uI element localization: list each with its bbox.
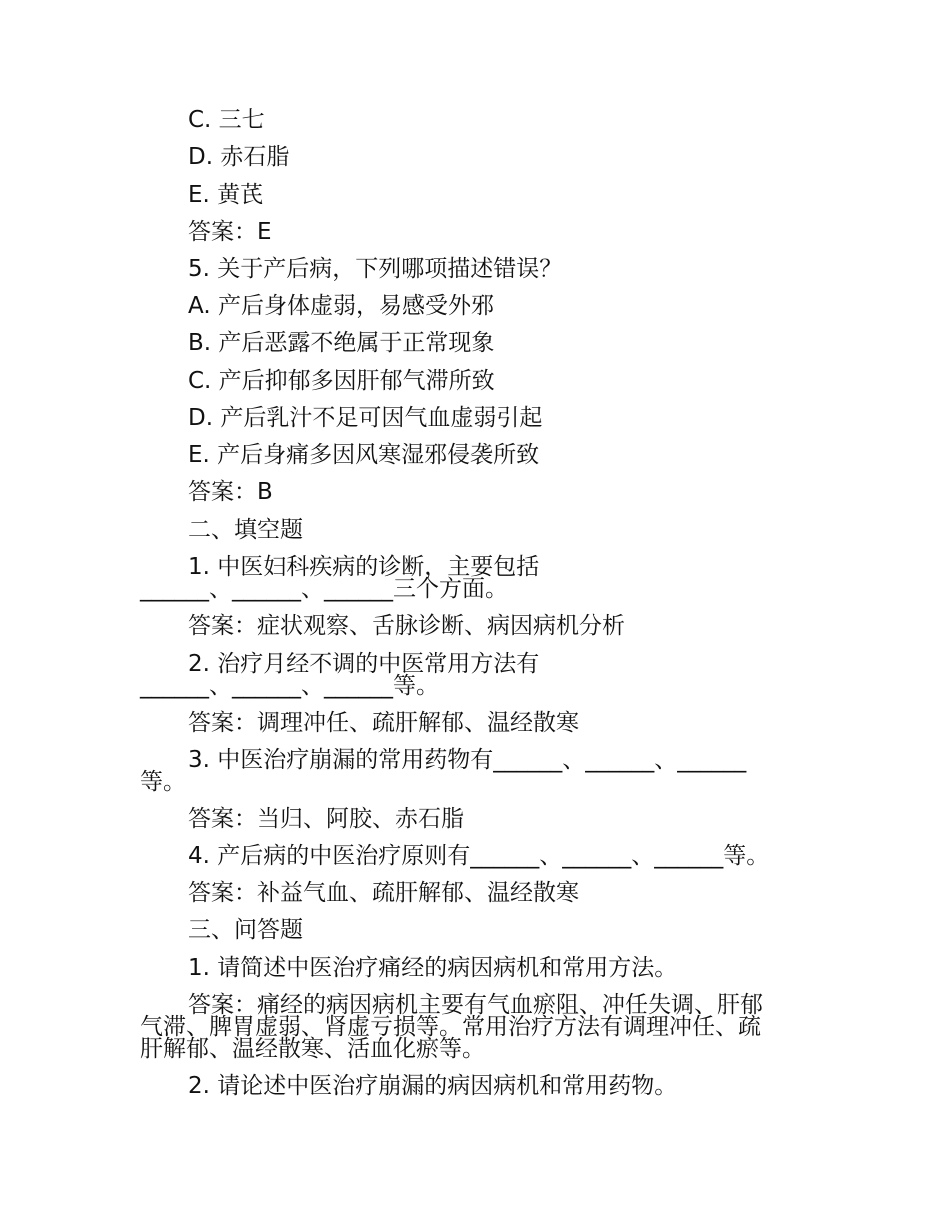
answer-line: 答案：痛经的病因病机主要有气血瘀阻、冲任失调、肝郁 [188, 992, 763, 1018]
option-b: B. 产后恶露不绝属于正常现象 [188, 330, 495, 356]
option-a: A. 产后身体虚弱，易感受外邪 [188, 293, 494, 319]
option-e: E. 黄芪 [188, 182, 264, 208]
option-c: C. 三七 [188, 107, 265, 133]
option-d: D. 产后乳汁不足可因气血虚弱引起 [188, 405, 543, 431]
question-stem: 5. 关于产后病，下列哪项描述错误？ [188, 256, 563, 282]
answer-continuation: 肝解郁、温经散寒、活血化瘀等。 [140, 1036, 485, 1062]
fill-question-line: 2. 治疗月经不调的中医常用方法有 [188, 651, 540, 677]
answer-line: 答案：E [188, 219, 272, 245]
answer-line: 答案：症状观察、舌脉诊断、病因病机分析 [188, 613, 625, 639]
fill-question-wrap: 等。 [140, 769, 186, 795]
fill-question-line: 4. 产后病的中医治疗原则有______、______、______等。 [188, 843, 770, 869]
option-d: D. 赤石脂 [188, 144, 290, 170]
essay-question: 1. 请简述中医治疗痛经的病因病机和常用方法。 [188, 955, 678, 981]
option-e: E. 产后身痛多因风寒湿邪侵袭所致 [188, 442, 540, 468]
fill-question-line: 3. 中医治疗崩漏的常用药物有______、______、______ [188, 747, 747, 773]
answer-line: 答案：当归、阿胶、赤石脂 [188, 806, 464, 832]
fill-question-line: 1. 中医妇科疾病的诊断，主要包括 [188, 554, 540, 580]
answer-continuation: 气滞、脾胃虚弱、肾虚亏损等。常用治疗方法有调理冲任、疏 [140, 1014, 761, 1040]
section-heading: 二、填空题 [188, 517, 303, 543]
fill-question-blanks: ______、______、______等。 [140, 673, 439, 699]
answer-line: 答案：调理冲任、疏肝解郁、温经散寒 [188, 710, 579, 736]
answer-line: 答案：B [188, 479, 273, 505]
fill-question-blanks: ______、______、______三个方面。 [140, 576, 508, 602]
option-c: C. 产后抑郁多因肝郁气滞所致 [188, 368, 495, 394]
section-heading: 三、问答题 [188, 917, 303, 943]
essay-question: 2. 请论述中医治疗崩漏的病因病机和常用药物。 [188, 1073, 678, 1099]
answer-line: 答案：补益气血、疏肝解郁、温经散寒 [188, 880, 579, 906]
